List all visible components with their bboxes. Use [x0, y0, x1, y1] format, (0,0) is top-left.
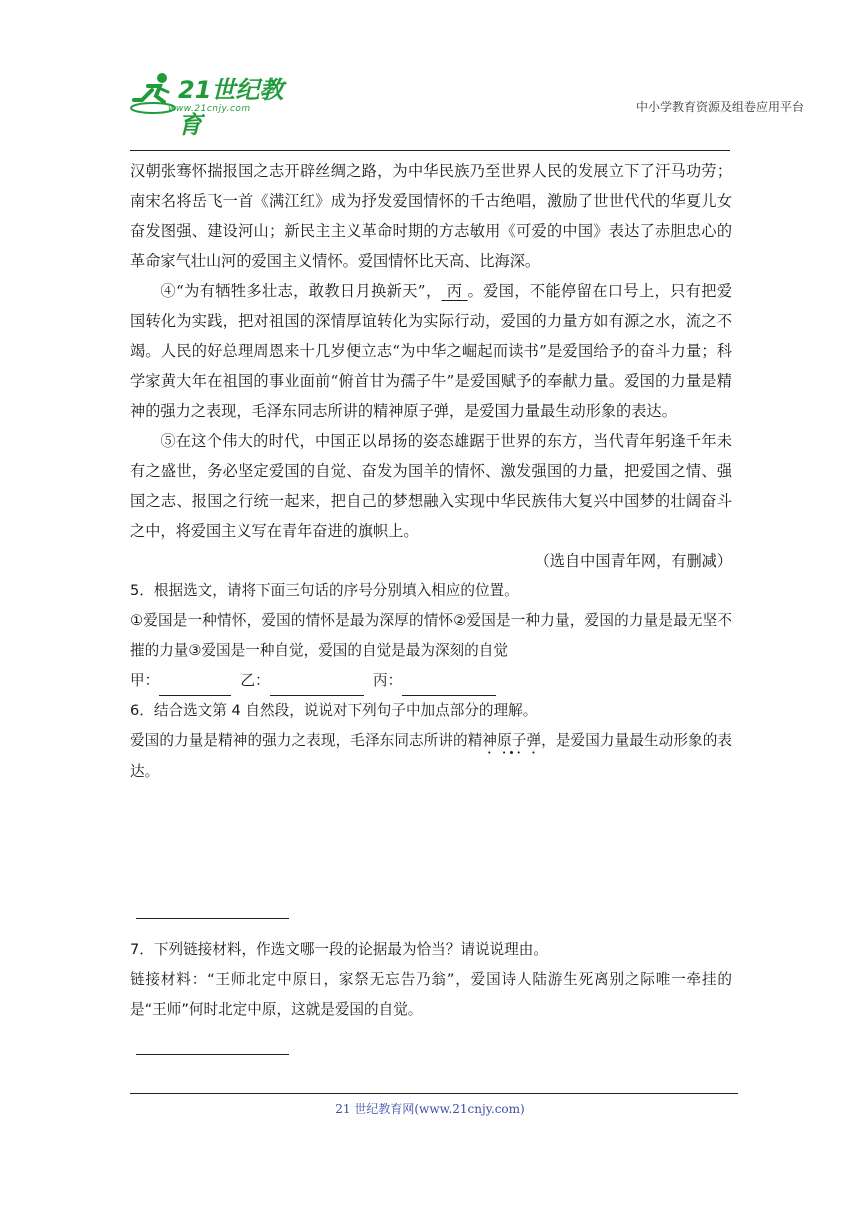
paragraph-4-part-a: ④“为有牺牲多壮志，敢教日月换新天”，	[160, 282, 442, 300]
blank-bing	[442, 282, 468, 300]
question-5-answers	[130, 666, 732, 696]
blank-bing-label: 丙	[446, 282, 463, 300]
logo-url: www.21cnjy.com	[168, 104, 251, 114]
page-header	[120, 62, 804, 139]
paragraph-4	[130, 276, 732, 426]
paragraph-3-continued: 汉朝张骞怀揣报国之志开辟丝绸之路，为中华民族乃至世界人民的发展立下了汗马功劳；南宋名将岳飞一首《满江红》成为抒发爱国情怀的千古绝唱，激励了世世代代的华夏儿女奋发图强、建设河山；新民主主义革命时期的方志敏用《可爱的中国》表达了赤胆忠心的革命家气壮山河的爱国主义情怀。爱国情怀比天高、比海深。	[130, 162, 732, 270]
question-5-items: ①爱国是一种情怀，爱国的情怀是最为深厚的情怀②爱国是一种力量，爱国的力量是最无坚不摧的力量③爱国是一种自觉，爱国的自觉是最为深刻的自觉	[130, 612, 732, 659]
q6-sentence-part-b: ，是爱国力量最生动形象的表达。	[130, 732, 732, 780]
question-7-material: 链接材料：“王师北定中原日，家祭无忘告乃翁”，爱国诗人陆游生死离别之际唯一牵挂的是“王师”何时北定中原，这就是爱国的自觉。	[130, 971, 732, 1018]
dotted-text	[482, 732, 541, 749]
q6-sentence-part-a: 爱国的力量是精神的强力之表现，毛泽东同志所讲的精	[130, 732, 483, 749]
question-6-sentence	[130, 726, 732, 787]
answer-yi-field[interactable]	[270, 677, 364, 696]
footer-divider	[130, 1093, 738, 1094]
answer-bing-label: 丙：	[372, 672, 403, 689]
paragraph-5: ⑤在这个伟大的时代，中国正以昂扬的姿态雄踞于世界的东方，当代青年躬逢千年未有之盛世，务必坚定爱国的自觉、奋发为国羊的情怀、激发强国的力量，把爱国之情、强国之志、报国之行统一起来，把自己的梦想融入实现中华民族伟大复兴中国梦的壮阔奋斗之中，将爱国主义写在青年奋进的旗帜上。	[130, 432, 732, 540]
site-logo[interactable]	[128, 68, 298, 139]
answer-yi-label: 乙：	[240, 672, 270, 689]
logo-text: 21世纪教育	[178, 76, 284, 139]
question-7	[130, 935, 732, 1025]
answer-bing-field[interactable]	[402, 677, 496, 696]
answer-line-q6[interactable]	[136, 918, 289, 919]
dotted-phrase: 神原子弹	[482, 732, 542, 749]
answer-jia-field[interactable]	[159, 677, 231, 696]
question-6-title: 6．结合选文第 4 自然段，说说对下列句子中加点部分的理解。	[130, 702, 538, 719]
page-footer[interactable]: 21 世纪教育网(www.21cnjy.com)	[335, 1102, 525, 1116]
paragraph-4-part-b: 。爱国，不能停留在口号上，只有把爱国转化为实践，把对祖国的深情厚谊转化为实际行动，爱国的力量方如有源之水，流之不竭。人民的好总理周恩来十几岁便立志“为中华之崛起而读书”是爱国给予的奋斗力量；科学家黄大年在祖国的事业面前“俯首甘为孺子牛”是爱国赋予的奉献力量。爱国的力量是精神的强力之表现，毛泽东同志所讲的精神原子弹，是爱国力量最生动形象的表达。	[130, 282, 733, 420]
answer-jia-label: 甲：	[130, 672, 160, 689]
question-7-title: 7．下列链接材料，作选文哪一段的论据最为恰当？请说说理由。	[130, 941, 548, 958]
platform-name: 中小学教育资源及组卷应用平台	[635, 100, 804, 114]
question-5-title: 5．根据选文，请将下面三句话的序号分别填入相应的位置。	[130, 582, 519, 599]
header-divider	[130, 150, 730, 151]
answer-line-q7[interactable]	[136, 1054, 289, 1055]
passage	[130, 156, 732, 787]
passage-source: （选自中国青年网，有删减）	[534, 552, 732, 570]
